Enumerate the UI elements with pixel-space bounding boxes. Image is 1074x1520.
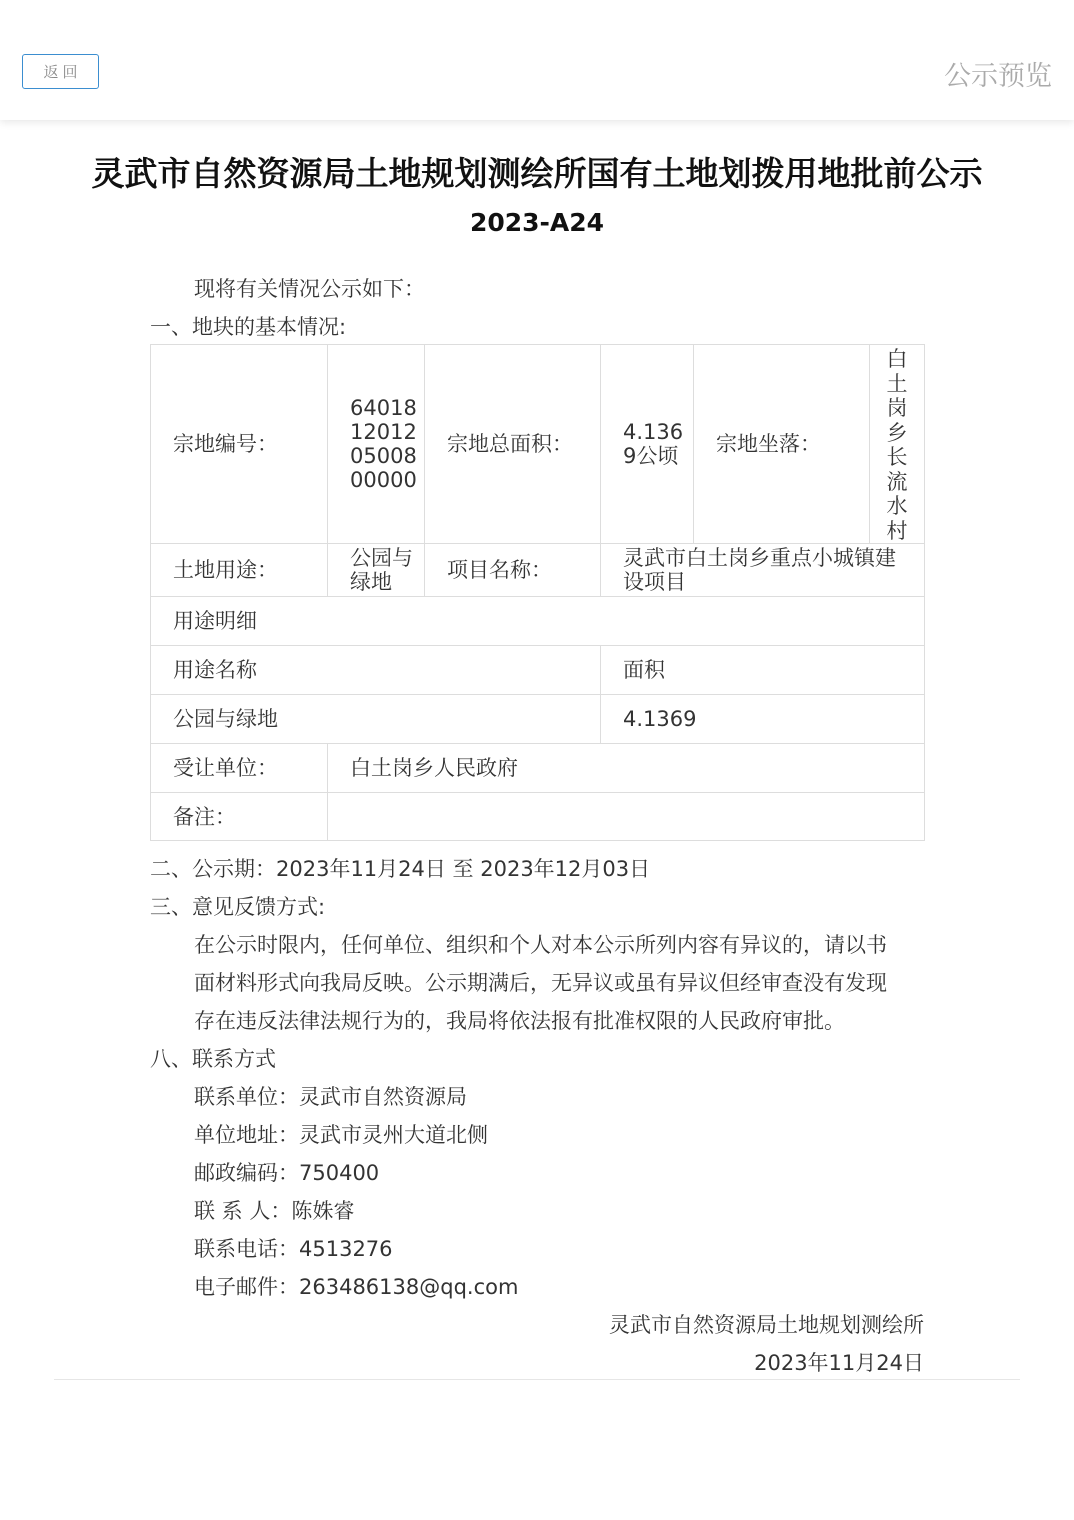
page-title: 灵武市自然资源局土地规划测绘所国有土地划拨用地批前公示 <box>91 154 983 193</box>
location-value: 白土岗乡长流水村 <box>886 347 908 543</box>
section-8-heading: 八、联系方式 <box>150 1047 276 1071</box>
area-value: 4.1369 <box>601 695 925 744</box>
contact-phone: 联系电话：4513276 <box>194 1237 393 1261</box>
preview-label: 公示预览 <box>944 61 1052 92</box>
top-bar <box>0 0 1074 120</box>
notice-number: 2023-A24 <box>469 208 605 237</box>
contact-unit: 联系单位：灵武市自然资源局 <box>194 1085 467 1109</box>
remark-value <box>328 793 925 841</box>
feedback-line-3: 存在违反法律法规行为的，我局将依法报有批准权限的人民政府审批。 <box>194 1009 845 1033</box>
land-use-label: 土地用途： <box>151 544 328 597</box>
contact-person: 联 系 人：陈姝睿 <box>194 1199 355 1223</box>
transferee-label: 受让单位： <box>151 744 328 793</box>
use-detail-label: 用途明细 <box>151 597 925 646</box>
section-2-period: 二、公示期：2023年11月24日 至 2023年12月03日 <box>150 857 651 881</box>
section-1-heading: 一、地块的基本情况: <box>150 315 347 339</box>
land-use-value: 公园与绿地 <box>328 544 425 597</box>
bottom-divider <box>54 1379 1020 1380</box>
contact-email: 电子邮件：263486138@qq.com <box>194 1275 519 1299</box>
area-header: 面积 <box>601 646 925 695</box>
location-label: 宗地坐落： <box>694 345 870 544</box>
contact-address: 单位地址：灵武市灵州大道北侧 <box>194 1123 488 1147</box>
total-area-value: 4.1369公顷 <box>601 345 694 544</box>
project-name-label: 项目名称： <box>425 544 601 597</box>
contact-postcode: 邮政编码：750400 <box>194 1161 380 1185</box>
parcel-no-label: 宗地编号： <box>151 345 328 544</box>
project-name-value: 灵武市白土岗乡重点小城镇建设项目 <box>601 544 925 597</box>
use-name-header: 用途名称 <box>151 646 601 695</box>
use-name-value: 公园与绿地 <box>151 695 601 744</box>
feedback-line-1: 在公示时限内，任何单位、组织和个人对本公示所列内容有异议的，请以书 <box>194 933 887 957</box>
intro-text: 现将有关情况公示如下： <box>194 277 425 301</box>
location-value-cell <box>870 345 925 544</box>
parcel-info-table <box>150 344 925 841</box>
transferee-value: 白土岗乡人民政府 <box>328 744 925 793</box>
signature-org: 灵武市自然资源局土地规划测绘所 <box>609 1313 924 1337</box>
section-3-heading: 三、意见反馈方式: <box>150 895 326 919</box>
remark-label: 备注： <box>151 793 328 841</box>
parcel-no-value: 64018120120500800000 <box>328 345 425 544</box>
total-area-label: 宗地总面积： <box>425 345 601 544</box>
feedback-line-2: 面材料形式向我局反映。公示期满后，无异议或虽有异议但经审查没有发现 <box>194 971 887 995</box>
signature-date: 2023年11月24日 <box>754 1351 924 1375</box>
back-button[interactable]: 返回 <box>22 54 99 89</box>
